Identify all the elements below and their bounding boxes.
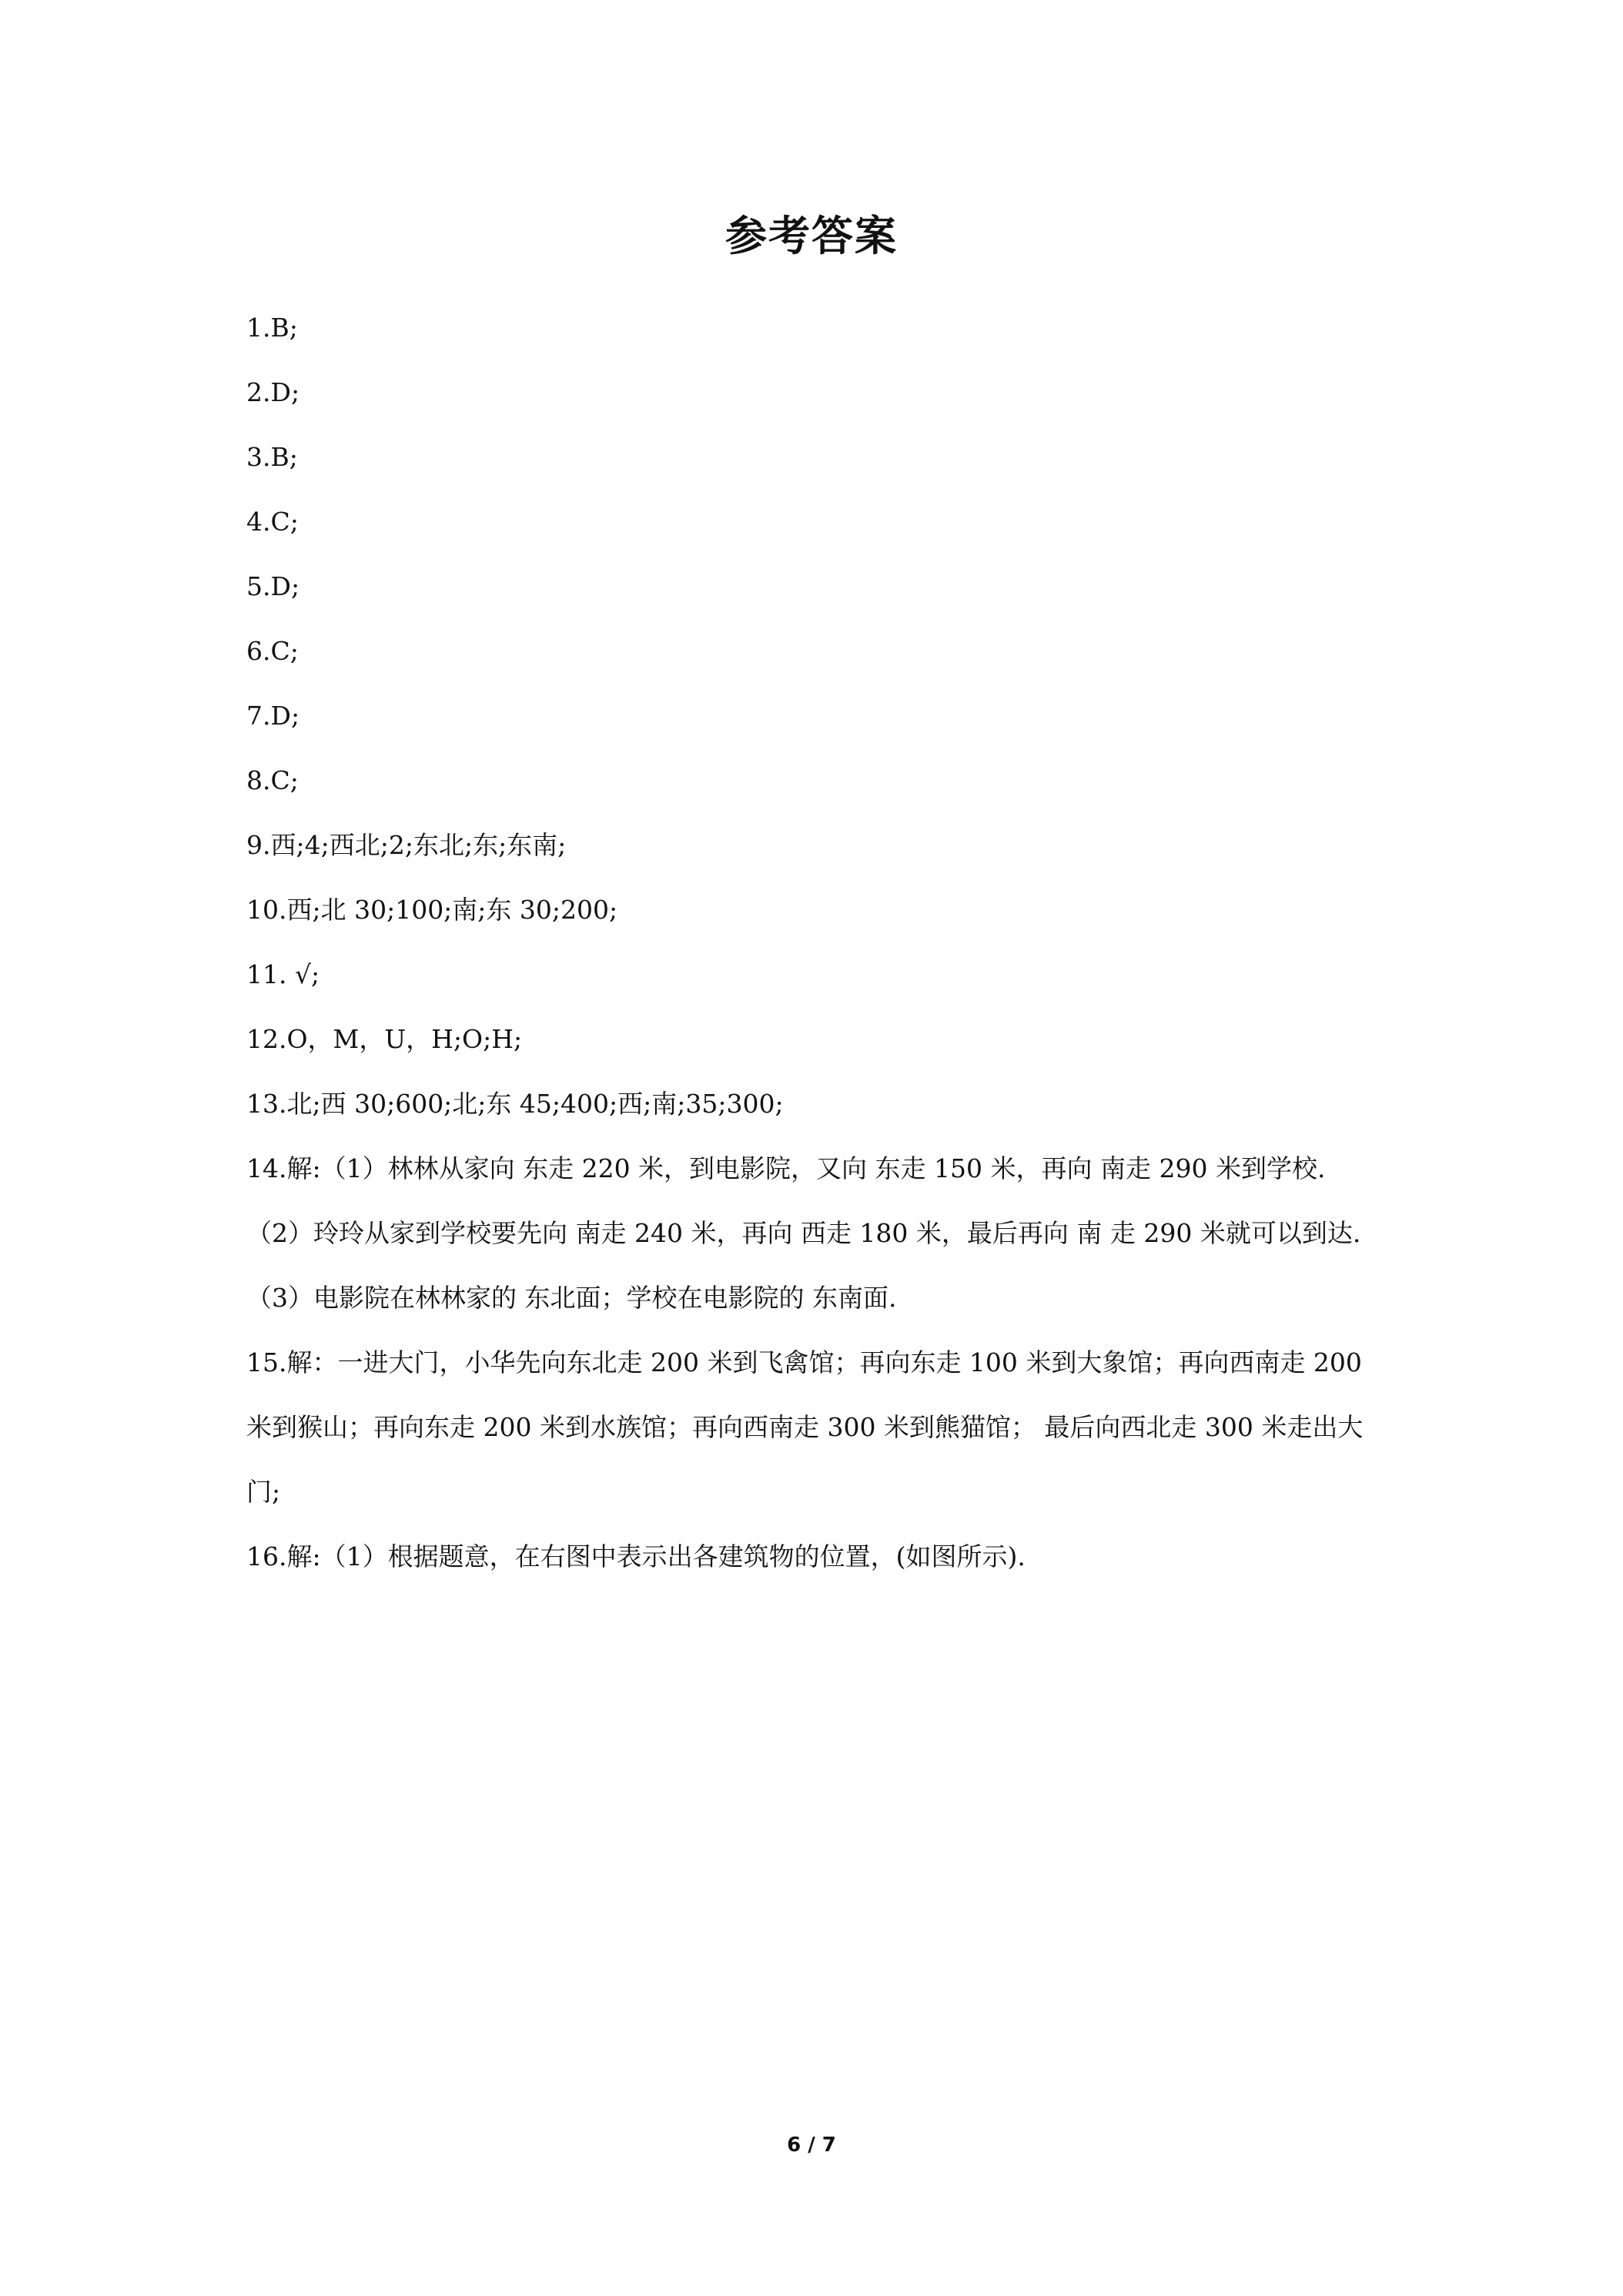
answer-7: 7.D; xyxy=(246,701,300,731)
answer-10: 10.西;北 30;100;南;东 30;200; xyxy=(246,895,618,925)
answer-6: 6.C; xyxy=(246,636,299,666)
answer-8: 8.C; xyxy=(246,765,299,795)
answer-16: 16.解:（1）根据题意，在右图中表示出各建筑物的位置，(如图所示). xyxy=(246,1541,1026,1571)
page-title: 参考答案 xyxy=(725,212,898,260)
answer-5: 5.D; xyxy=(246,571,300,601)
answer-4: 4.C; xyxy=(246,507,299,537)
answer-9: 9.西;4;西北;2;东北;东;东南; xyxy=(246,830,567,860)
answer-14-part-2: （2）玲玲从家到学校要先向 南走 240 米，再向 西走 180 米，最后再向 南 走 290 米就可以到达. xyxy=(246,1218,1361,1248)
answer-12: 12.O，M，U，H;O;H; xyxy=(246,1024,523,1054)
answer-15: 15.解：一进大门，小华先向东北走 200 米到飞禽馆；再向东走 100 米到大象馆；再向西南走 200 米到猴山；再向东走 200 米到水族馆；再向西南走 300 米到熊猫馆； 最后向西北走 300 米走出大门; xyxy=(246,1347,1364,1507)
page-number: 6 / 7 xyxy=(787,2134,836,2157)
answer-14-part-3: （3）电影院在林林家的 东北面；学校在电影院的 东南面. xyxy=(246,1283,897,1313)
answer-2: 2.D; xyxy=(246,377,300,407)
answer-list xyxy=(246,296,1386,1589)
answer-3: 3.B; xyxy=(246,442,298,472)
answer-14-part-1: 14.解:（1）林林从家向 东走 220 米，到电影院，又向 东走 150 米，再向 南走 290 米到学校. xyxy=(246,1153,1326,1183)
answer-13: 13.北;西 30;600;北;东 45;400;西;南;35;300; xyxy=(246,1089,784,1119)
answer-11: 11. √; xyxy=(246,959,320,989)
answer-1: 1.B; xyxy=(246,313,298,343)
